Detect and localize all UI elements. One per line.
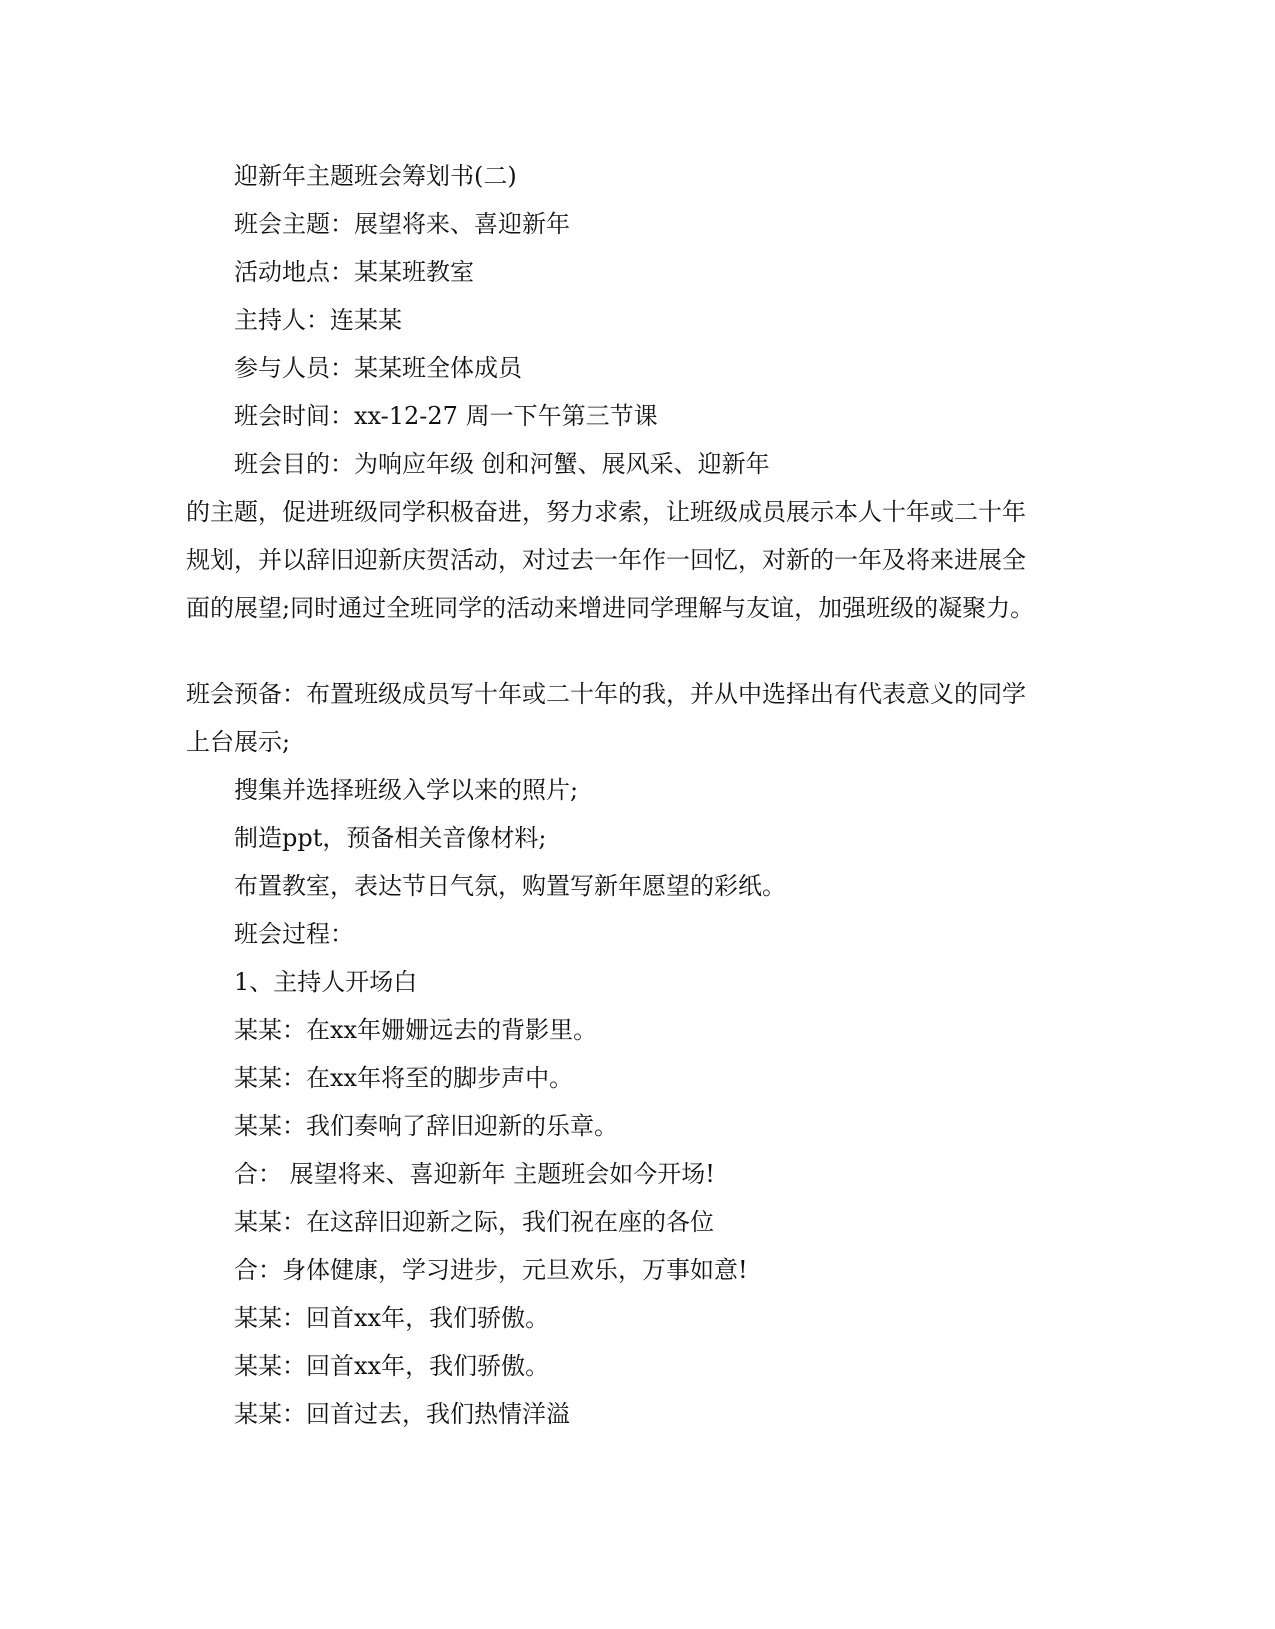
dialog-line: 某某：回首xx年，我们骄傲。 — [234, 1304, 550, 1332]
dialog-line: 合： 展望将来、喜迎新年 主题班会如今开场! — [234, 1160, 715, 1188]
meeting-purpose-line-2: 的主题，促进班级同学积极奋进，努力求索，让班级成员展示本人十年或二十年 — [186, 498, 1026, 526]
dialog-line: 某某：回首xx年，我们骄傲。 — [234, 1352, 550, 1380]
meeting-location: 活动地点：某某班教室 — [234, 258, 474, 286]
meeting-purpose-line-4: 面的展望;同时通过全班同学的活动来增进同学理解与友谊，加强班级的凝聚力。 — [186, 594, 1035, 622]
meeting-time: 班会时间：xx-12-27 周一下午第三节课 — [234, 402, 658, 430]
preparation-line-1: 班会预备：布置班级成员写十年或二十年的我，并从中选择出有代表意义的同学 — [186, 680, 1026, 708]
preparation-photos: 搜集并选择班级入学以来的照片; — [234, 776, 579, 804]
dialog-line: 合：身体健康，学习进步，元旦欢乐，万事如意! — [234, 1256, 748, 1284]
dialog-line: 某某：在xx年将至的脚步声中。 — [234, 1064, 574, 1092]
dialog-line: 某某：我们奏响了辞旧迎新的乐章。 — [234, 1112, 618, 1140]
dialog-line: 某某：在这辞旧迎新之际，我们祝在座的各位 — [234, 1208, 714, 1236]
dialog-line: 某某：在xx年姗姗远去的背影里。 — [234, 1016, 598, 1044]
process-step-1: 1、主持人开场白 — [234, 968, 418, 996]
document-title: 迎新年主题班会筹划书(二) — [234, 162, 517, 190]
paragraph-gap — [186, 632, 1086, 670]
meeting-theme: 班会主题：展望将来、喜迎新年 — [234, 210, 570, 238]
process-heading: 班会过程： — [234, 920, 354, 948]
meeting-purpose-line-1: 班会目的：为响应年级 创和河蟹、展风采、迎新年 — [234, 450, 770, 478]
preparation-ppt: 制造ppt，预备相关音像材料; — [234, 824, 547, 852]
dialog-line: 某某：回首过去，我们热情洋溢 — [234, 1400, 570, 1428]
meeting-host: 主持人：连某某 — [234, 306, 402, 334]
document-body — [186, 152, 1086, 1438]
meeting-participants: 参与人员：某某班全体成员 — [234, 354, 522, 382]
meeting-purpose-line-3: 规划，并以辞旧迎新庆贺活动，对过去一年作一回忆，对新的一年及将来进展全 — [186, 546, 1026, 574]
preparation-line-2: 上台展示; — [186, 728, 291, 756]
preparation-classroom: 布置教室，表达节日气氛，购置写新年愿望的彩纸。 — [234, 872, 786, 900]
